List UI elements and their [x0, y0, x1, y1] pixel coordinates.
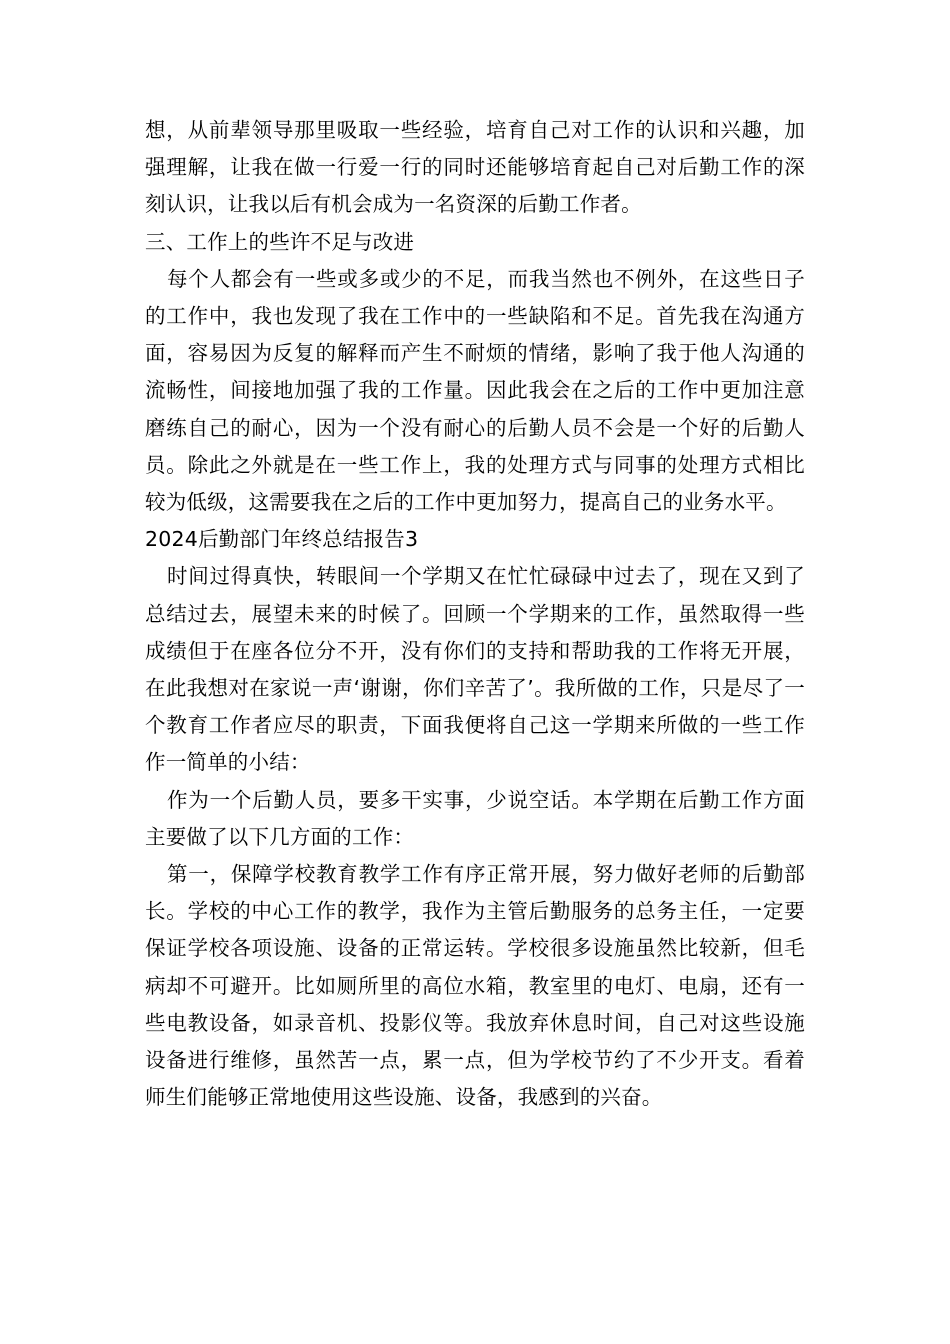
document-body [145, 112, 805, 1116]
report-title-3: 2024后勤部门年终总结报告3 [145, 527, 419, 552]
paragraph-continuation: 想，从前辈领导那里吸取一些经验，培育自己对工作的认识和兴趣，加强理解，让我在做一行爱一行的同时还能够培育起自己对后勤工作的深刻认识，让我以后有机会成为一名资深的后勤工作者。 [145, 118, 805, 217]
section-heading-shortcomings: 三、工作上的些许不足与改进 [145, 229, 415, 254]
paragraph-first-point: 第一，保障学校教育教学工作有序正常开展，努力做好老师的后勤部长。学校的中心工作的教学，我作为主管后勤服务的总务主任，一定要保证学校各项设施、设备的正常运转。学校很多设施虽然比较新，但毛病却不可避开。比如厕所里的高位水箱，教室里的电灯、电扇，还有一些电教设备，如录音机、投影仪等。我放弃休息时间，自己对这些设施设备进行维修，虽然苦一点，累一点，但为学校节约了不少开支。看着师生们能够正常地使用这些设施、设备，我感到的兴奋。 [145, 862, 805, 1110]
paragraph-shortcomings: 每个人都会有一些或多或少的不足，而我当然也不例外，在这些日子的工作中，我也发现了我在工作中的一些缺陷和不足。首先我在沟通方面，容易因为反复的解释而产生不耐烦的情绪，影响了我于他人沟通的流畅性，间接地加强了我的工作量。因此我会在之后的工作中更加注意磨练自己的耐心，因为一个没有耐心的后勤人员不会是一个好的后勤人员。除此之外就是在一些工作上，我的处理方式与同事的处理方式相比较为低级，这需要我在之后的工作中更加努力，提高自己的业务水平。 [145, 266, 805, 515]
paragraph-intro: 时间过得真快，转眼间一个学期又在忙忙碌碌中过去了，现在又到了总结过去，展望未来的时候了。回顾一个学期来的工作，虽然取得一些成绩但于在座各位分不开，没有你们的支持和帮助我的工作将无开展，在此我想对在家说一声‘谢谢，你们辛苦了’。我所做的工作，只是尽了一个教育工作者应尽的职责，下面我便将自己这一学期来所做的一些工作作一简单的小结： [145, 564, 805, 775]
paragraph-role: 作为一个后勤人员，要多干实事，少说空话。本学期在后勤工作方面主要做了以下几方面的工作： [145, 787, 805, 849]
